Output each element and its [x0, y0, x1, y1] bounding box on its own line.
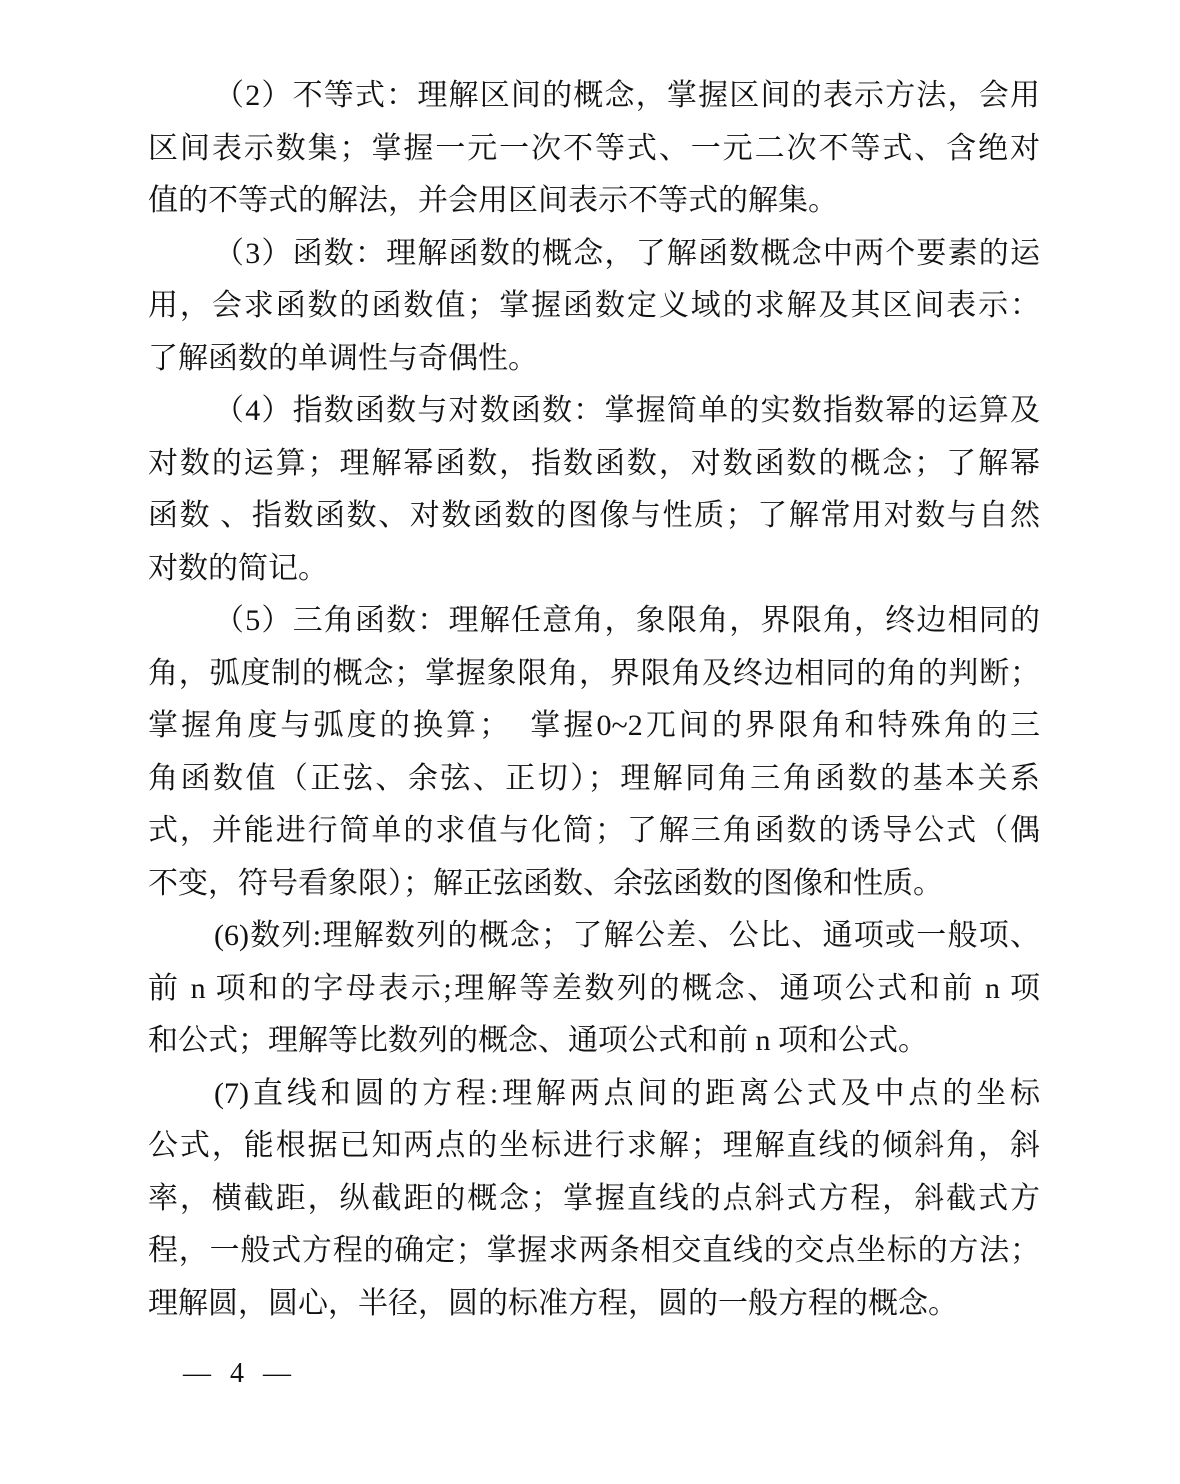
paragraph-item-6-sequences [148, 910, 1040, 1068]
text-line: (7)直线和圆的方程:理解两点间的距离公式及中点的坐标 [214, 1076, 1040, 1110]
text-line: （5）三角函数：理解任意角，象限角，界限角，终边相同的 [214, 604, 1040, 637]
text-line: 函数 、指数函数、对数函数的图像与性质；了解常用对数与自然 [148, 499, 1040, 532]
paragraph-item-2-inequalities [148, 70, 1040, 228]
text-line: 和公式；理解等比数列的概念、通项公式和前 n 项和公式。 [148, 1024, 928, 1057]
text-line: 角函数值（正弦、余弦、正切）；理解同角三角函数的基本关系 [148, 761, 1040, 795]
text-line: 了解函数的单调性与奇偶性。 [148, 341, 538, 375]
text-line: 理解圆，圆心，半径，圆的标准方程，圆的一般方程的概念。 [148, 1286, 958, 1320]
document-body [148, 70, 1040, 1330]
text-line: 用，会求函数的函数值；掌握函数定义域的求解及其区间表示： [148, 289, 1040, 322]
text-line: 前 n 项和的字母表示;理解等差数列的概念、通项公式和前 n 项 [148, 971, 1040, 1005]
text-line: （2）不等式：理解区间的概念，掌握区间的表示方法，会用 [214, 79, 1040, 112]
page-number: — 4 — [183, 1358, 297, 1389]
paragraph-item-5-trigonometric-functions [148, 595, 1040, 910]
text-line: 式，并能进行简单的求值与化简；了解三角函数的诱导公式（偶 [148, 814, 1040, 847]
page-footer [183, 1352, 297, 1396]
text-line: 率，横截距，纵截距的概念；掌握直线的点斜式方程，斜截式方 [148, 1181, 1040, 1215]
text-line: 程，一般式方程的确定；掌握求两条相交直线的交点坐标的方法； [148, 1234, 1040, 1267]
text-line: 区间表示数集；掌握一元一次不等式、一元二次不等式、含绝对 [148, 131, 1040, 165]
text-line: 公式，能根据已知两点的坐标进行求解；理解直线的倾斜角，斜 [148, 1129, 1040, 1162]
paragraph-item-7-line-circle-equations [148, 1068, 1040, 1331]
text-line: 不变，符号看象限）；解正弦函数、余弦函数的图像和性质。 [148, 866, 943, 900]
text-line: （3）函数：理解函数的概念，了解函数概念中两个要素的运 [214, 236, 1040, 270]
text-line: 角，弧度制的概念；掌握象限角，界限角及终边相同的角的判断； [148, 656, 1040, 690]
text-line: 对数的简记。 [148, 551, 328, 585]
text-line: 对数的运算；理解幂函数，指数函数，对数函数的概念；了解幂 [148, 446, 1040, 480]
paragraph-item-3-functions [148, 228, 1040, 386]
paragraph-item-4-exp-log-functions [148, 385, 1040, 595]
text-line: （4）指数函数与对数函数：掌握简单的实数指数幂的运算及 [214, 394, 1040, 427]
text-line: (6)数列:理解数列的概念；了解公差、公比、通项或一般项、 [214, 919, 1040, 952]
text-line: 掌握角度与弧度的换算； 掌握0~2兀间的界限角和特殊角的三 [148, 709, 1040, 742]
text-line: 值的不等式的解法，并会用区间表示不等式的解集。 [148, 184, 838, 217]
